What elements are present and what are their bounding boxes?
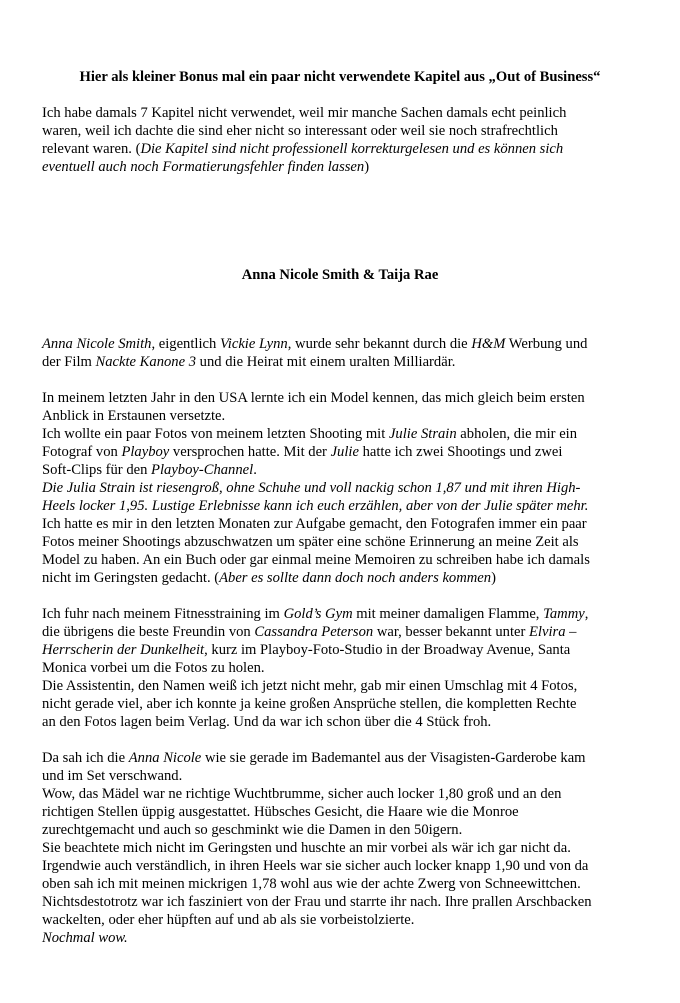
- paragraph-line: Monica vorbei um die Fotos zu holen.: [42, 660, 265, 676]
- paragraph-line: Sie beachtete mich nicht im Geringsten und huschte an mir vorbei als wär ich gar nicht da.: [42, 840, 571, 856]
- intro-line: waren, weil ich dachte die sind eher nicht so interessant oder weil sie noch strafrechtlich: [42, 123, 558, 139]
- paragraph-line: Ich wollte ein paar Fotos von meinem letzten Shooting mit Julie Strain abholen, die mir ein: [42, 426, 578, 442]
- chapter-title: Anna Nicole Smith & Taija Rae: [241, 267, 439, 283]
- paragraph-line: nicht gerade viel, aber ich konnte ja keine großen Ansprüche stellen, die kompletten Rechte: [42, 696, 577, 712]
- paragraph-line: Nichtsdestotrotz war ich fasziniert von der Frau und starrte ihr nach. Ihre prallen Arschbacken: [42, 894, 592, 910]
- editor-note: Die Kapitel sind nicht professionell korrekturgelesen und es können sich: [140, 141, 564, 157]
- paragraph-line: Heels locker 1,95. Lustige Erlebnisse kann ich euch erzählen, aber von der Julie später mehr.: [42, 498, 589, 514]
- paragraph-line: die übrigens die beste Freundin von Cassandra Peterson war, besser bekannt unter Elvira –: [42, 624, 577, 640]
- paragraph-line: Die Assistentin, den Namen weiß ich jetzt nicht mehr, gab mir einen Umschlag mit 4 Fotos,: [42, 678, 578, 694]
- paragraph-line: Irgendwie auch verständlich, in ihren Heels war sie sicher auch locker knapp 1,90 und von da: [42, 858, 589, 874]
- paragraph-line: Fotos meiner Shootings abzuschwatzen um später eine schöne Erinnerung an meine Zeit als: [42, 534, 579, 550]
- paragraph-line: Fotograf von Playboy versprochen hatte. Mit der Julie hatte ich zwei Shootings und zwei: [42, 444, 563, 460]
- paragraph-line: Model zu haben. An ein Buch oder gar einmal meine Memoiren zu schreiben habe ich damals: [42, 552, 590, 568]
- paragraph-line: der Film Nackte Kanone 3 und die Heirat mit einem uralten Milliardär.: [42, 354, 456, 370]
- intro-line: eventuell auch noch Formatierungsfehler finden lassen): [42, 159, 370, 175]
- paragraph-line: Nochmal wow.: [42, 930, 128, 946]
- paragraph-line: oben sah ich mit meinen mickrigen 1,78 wohl aus wie der achte Zwerg von Schneewittchen.: [42, 876, 581, 892]
- paragraph-line: Da sah ich die Anna Nicole wie sie gerade im Bademantel aus der Visagisten-Garderobe kam: [42, 750, 586, 766]
- paragraph-line: zurechtgemacht und auch so geschminkt wie die Damen in den 50igern.: [42, 822, 463, 838]
- paragraph-line: Herrscherin der Dunkelheit, kurz im Playboy-Foto-Studio in der Broadway Avenue, Santa: [42, 642, 571, 658]
- paragraph-line: Anblick in Erstaunen versetzte.: [42, 408, 226, 424]
- paragraph-line: wackelten, oder eher hüpften auf und ab als sie vorbeistolzierte.: [42, 912, 415, 928]
- paragraph-line: Ich hatte es mir in den letzten Monaten zur Aufgabe gemacht, den Fotografen immer ein paar: [42, 516, 587, 532]
- paragraph-line: Die Julia Strain ist riesengroß, ohne Schuhe und voll nackig schon 1,87 und mit ihren High-: [42, 480, 581, 496]
- paragraph-line: richtigen Stellen üppig ausgestattet. Hübsches Gesicht, die Haare wie die Monroe: [42, 804, 519, 820]
- paragraph-line: Wow, das Mädel war ne richtige Wuchtbrumme, sicher auch locker 1,80 groß und an den: [42, 786, 562, 802]
- paragraph-line: In meinem letzten Jahr in den USA lernte ich ein Model kennen, das mich gleich beim ersten: [42, 390, 585, 406]
- paragraph-line: nicht im Geringsten gedacht. (Aber es sollte dann doch noch anders kommen): [42, 570, 496, 586]
- editor-note: eventuell auch noch Formatierungsfehler finden lassen: [42, 159, 365, 175]
- paragraph-line: und im Set verschwand.: [42, 768, 183, 784]
- intro-line: Ich habe damals 7 Kapitel nicht verwendet, weil mir manche Sachen damals echt peinlich: [42, 105, 567, 121]
- paragraph-line: Ich fuhr nach meinem Fitnesstraining im Gold’s Gym mit meiner damaligen Flamme, Tammy,: [42, 606, 589, 622]
- intro-line: relevant waren. (Die Kapitel sind nicht professionell korrekturgelesen und es können sich: [42, 141, 564, 157]
- document-heading: Hier als kleiner Bonus mal ein paar nicht verwendete Kapitel aus „Out of Business“: [79, 69, 601, 85]
- paragraph-line: an den Fotos lagen beim Verlag. Und da war ich schon über die 4 Stück froh.: [42, 714, 492, 730]
- paragraph-line: Anna Nicole Smith, eigentlich Vickie Lynn, wurde sehr bekannt durch die H&M Werbung und: [42, 336, 588, 352]
- paragraph-line: Soft-Clips für den Playboy-Channel.: [42, 462, 257, 478]
